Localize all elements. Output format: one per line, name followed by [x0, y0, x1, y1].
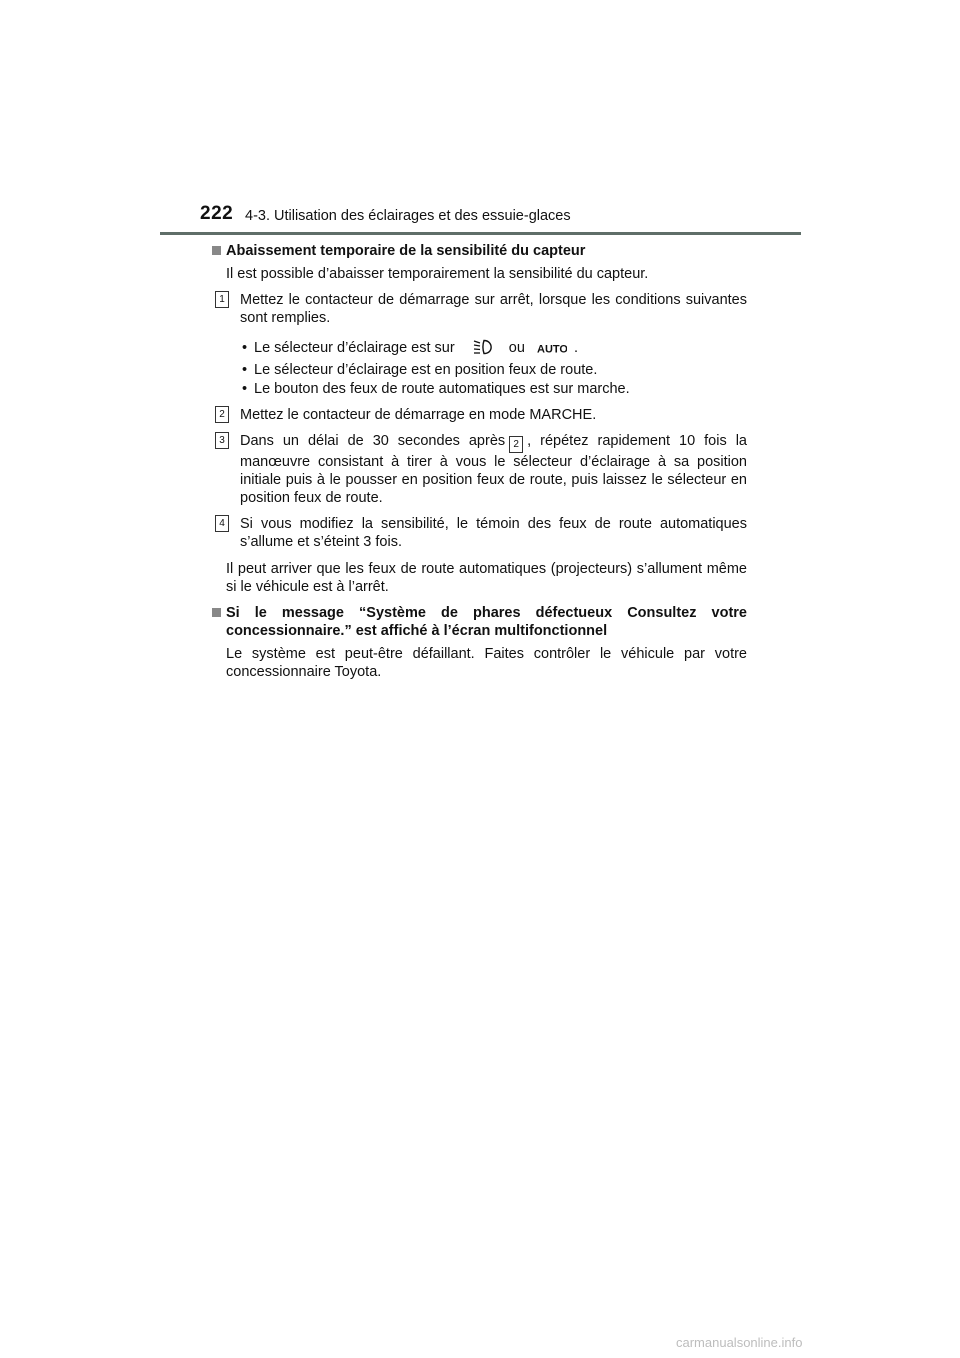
section-heading-sensitivity: Abaissement temporaire de la sensibilité du capteur: [212, 242, 747, 260]
list-item: • Le sélecteur d’éclairage est sur ou AUTO .: [242, 339, 747, 360]
heading-square-icon: [212, 246, 221, 255]
conditions-list: [212, 339, 747, 398]
step-reference: 2: [509, 436, 523, 453]
page-content: [212, 242, 747, 681]
section-heading-message: Si le message “Système de phares défectueux Consultez votre concessionnaire.” est affiché à l’écran multifonctionnel: [212, 604, 747, 640]
svg-text:AUTO: AUTO: [536, 343, 567, 354]
page-number: 222: [200, 203, 234, 224]
header-divider: [160, 232, 801, 235]
watermark-text: carmanualsonline.info: [676, 1335, 803, 1350]
step-text: Mettez le contacteur de démarrage en mode MARCHE.: [240, 407, 597, 423]
list-item: • Le sélecteur d’éclairage est en position feux de route.: [242, 362, 598, 378]
step-2: [212, 406, 747, 424]
step-1: [212, 291, 747, 327]
step-text: Mettez le contacteur de démarrage sur arrêt, lorsque les conditions suivantes sont remplies.: [240, 292, 747, 326]
step-3: [212, 432, 747, 507]
intro-paragraph: Il est possible d’abaisser temporairement la sensibilité du capteur.: [226, 266, 649, 282]
step-text: Si vous modifiez la sensibilité, le témoin des feux de route automatiques s’allume et s’éteint 3 fois.: [240, 516, 747, 550]
step-number: 1: [215, 291, 229, 308]
note-paragraph: Il peut arriver que les feux de route automatiques (projecteurs) s’allument même si le véhicule est à l’arrêt.: [226, 561, 747, 595]
section-title: 4-3. Utilisation des éclairages et des essuie-glaces: [245, 208, 571, 224]
step-text: Dans un délai de 30 secondes après 2 , répétez rapidement 10 fois la manœuvre consistant à tirer à vous le sélecteur d’éclairage à sa position initiale puis à le pousser en position feux de route, puis laissez le sélecteur en position feux de route.: [240, 433, 747, 506]
auto-light-icon: [537, 341, 567, 359]
step-4: [212, 515, 747, 551]
step-number: 3: [215, 432, 229, 449]
step-number: 2: [215, 406, 229, 423]
page-header: [200, 203, 760, 229]
list-item: • Le bouton des feux de route automatiques est sur marche.: [242, 381, 630, 397]
heading-square-icon: [212, 608, 221, 617]
step-number: 4: [215, 515, 229, 532]
message-paragraph: Le système est peut-être défaillant. Faites contrôler le véhicule par votre concessionnaire Toyota.: [226, 646, 747, 680]
headlight-low-beam-icon: [473, 339, 495, 360]
